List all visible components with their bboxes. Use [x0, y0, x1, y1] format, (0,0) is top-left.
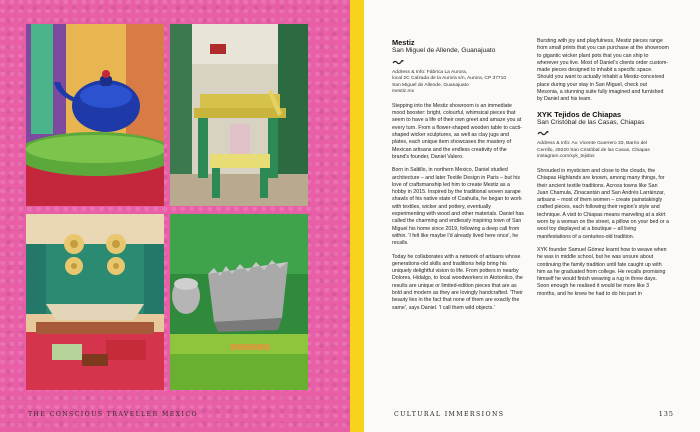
- photo-silver-vessels: [170, 214, 308, 390]
- xyk-address: [537, 141, 669, 161]
- xyk-location: San Cristóbal de las Casas, Chiapas: [537, 118, 645, 126]
- mestiz-address-line: Address & Info: Fábrica La Aurora,: [392, 69, 468, 75]
- mestiz-website[interactable]: mestiz.mx: [392, 89, 415, 95]
- xyk-address-line: Cerrillo, 29220 San Cristóbal de las Casas, Chiapas: [537, 147, 650, 153]
- mestiz-address-line: San Miguel de Allende, Guanajuato: [392, 82, 469, 88]
- mestiz-paragraph: Stepping into the Mestiz showroom is an immediate mood booster: bright, colourful, whimsical pieces that seem to have a life of their own greet and amaze you at every turn. From a flower-shaped wooden table to cacti-shaped wicker sculptures, as well as clay jugs and plates, each unique item showcases the mastery of Mexican artisans and the endless creativity of the brand's founder, Daniel Valero.: [392, 102, 522, 160]
- photo-showroom-interior: [26, 214, 164, 390]
- xyk-paragraph: XYK founder Samuel Gómez learnt how to weave when he was in middle school, but he was unsure about continuing the family tradition until fate caught up with him as he graduated from college. He recalls promising himself he would finish weaving a rug in three days. Soon enough he realised it would be more like 3 months, and he knew he had to do his part in: [537, 246, 667, 297]
- text-column-1: [392, 38, 524, 318]
- mestiz-address: [392, 70, 524, 96]
- mestiz-paragraph: Bursting with joy and playfulness, Mestiz pieces range from small prints that you can purchase at the showroom to gigantic wicker plant pots that you can ship to wherever you live. Most of Daniel's clients order custom-made pieces designed to inhabit a specific space. Should you want to actually inhabit a Mestiz-conceived place during your stay in San Miguel, check out Mesonia, a stunning suite fully imagined and furnished by Daniel and his team.: [537, 38, 669, 103]
- xyk-section: [537, 110, 669, 298]
- xyk-title: XYK Tejidos de Chiapas: [537, 109, 622, 119]
- mestiz-location: San Miguel de Allende, Guanajuato: [392, 47, 496, 54]
- mestiz-paragraph: Today he collaborates with a network of artisans whose generations-old skills and traditions help bring his uniquely delightful vision to life. From potters in nearby Dolores, Hidalgo, to local woodworkers in Atotonilco, the results are unique or limited-edition pieces that are as bold and modern as they are lovingly handcrafted. 'Their beauty lies in the fact that none of them are exactly the same', says Daniel. 'I call them wild objects.': [392, 253, 523, 311]
- text-column-2: [537, 38, 669, 304]
- squiggle-icon: [537, 131, 549, 136]
- spine-strip: [350, 0, 364, 432]
- xyk-instagram-link[interactable]: instagram.com/xyk_tejidos: [537, 154, 595, 160]
- running-footer-left: THE CONSCIOUS TRAVELLER MEXICO: [28, 411, 198, 418]
- squiggle-icon: [392, 60, 404, 65]
- mestiz-title: Mestiz: [392, 38, 415, 47]
- xyk-address-line: Address & Info: Av. Vicente Guerrero 33, Barrio del: [537, 141, 648, 147]
- running-footer-right: CULTURAL IMMERSIONS: [394, 411, 505, 418]
- photo-woven-chairs: [170, 24, 308, 206]
- mestiz-address-line: local 2C Calzada de la Aurora s/n, Aurora, CP 37710: [392, 76, 507, 82]
- page-number: 135: [658, 410, 674, 418]
- photo-blue-teapot-sculpture: [26, 24, 164, 206]
- mestiz-paragraph: Born in Saltillo, in northern Mexico, Daniel studied architecture – and later Textile Design in Paris – but his love of craftsmanship led him to create Mestiz as a hobby in 2015. Inspired by the traditional woven sarape shawls of his native state of Coahuila, he began to work with textiles, wicker and pottery, eventually experimenting with wood and other materials. Daniel has called the charming and endlessly inspiring town of San Miguel his home since 2019, following a deep call from within. 'I felt like maybe I'd already lived here once', he recalls.: [392, 167, 524, 247]
- xyk-paragraph: Shrouded in mysticism and close to the clouds, the Chiapas Highlands are known, among many things, for their ancient textile traditions. Across towns like San Juan Chamula, Zinacantán and San Andrés Larráinzar, artisans – most of them women – create painstakingly crafted pieces, each following their region's style and technique. A visit to Chiapas means marveling at a skirt worn by a woman on the street, a pillow on your bed or a wool toy displayed at a boutique – all living manifestations of a centuries-old tradition.: [537, 167, 669, 240]
